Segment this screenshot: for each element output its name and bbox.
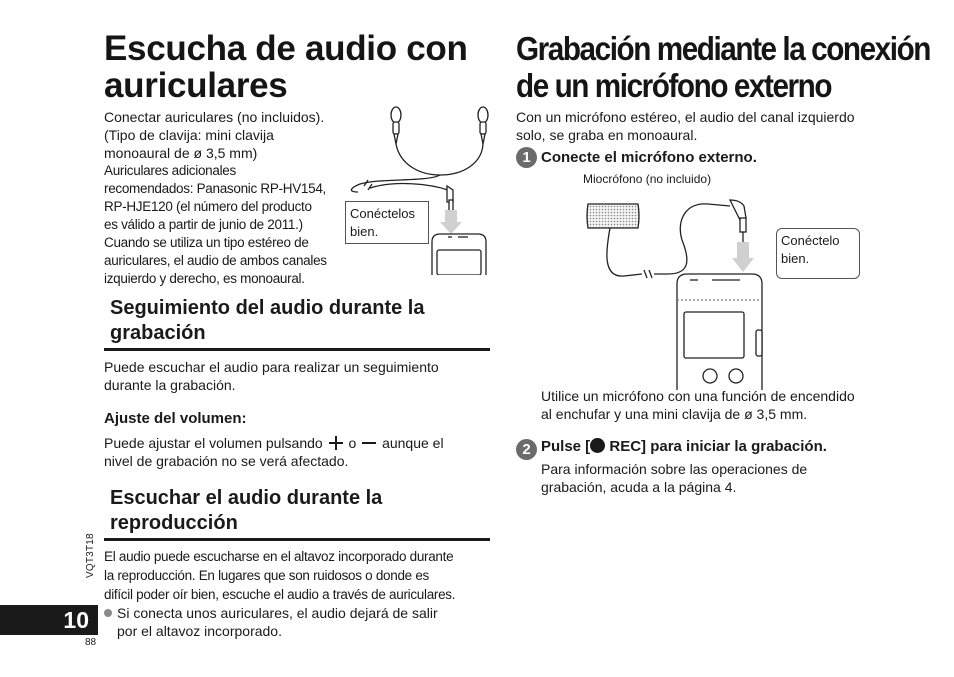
body-text: solo, se graba en monoaural. xyxy=(516,127,698,143)
plus-icon xyxy=(329,436,343,450)
body-text: Para información sobre las operaciones de xyxy=(541,461,808,477)
step-1-badge: 1 xyxy=(516,147,537,168)
callout-line: bien. xyxy=(350,224,379,239)
microphone-illustration xyxy=(580,190,770,390)
volume-text: aunque el xyxy=(382,435,444,451)
body-text: al enchufar y una mini clavija de ø 3,5 mm. xyxy=(541,406,808,422)
volume-text: o xyxy=(348,435,357,451)
intro-line: recomendados: Panasonic RP-HV154, xyxy=(104,181,326,196)
bullet-text: por el altavoz incorporado. xyxy=(117,623,282,639)
step-2-label xyxy=(541,438,827,456)
volume-text: Puede ajustar el volumen pulsando xyxy=(104,435,323,451)
body-text: durante la grabación. xyxy=(104,377,236,393)
connect-callout xyxy=(345,201,429,244)
section-heading-playback: Escuchar el audio durante la xyxy=(110,487,383,509)
body-text: la reproducción. En lugares que son ruidosos o donde es xyxy=(104,568,429,583)
bullet-dot xyxy=(104,609,112,617)
intro-line: Auriculares adicionales xyxy=(104,163,236,178)
intro-line: es válido a partir de junio de 2011.) xyxy=(104,217,303,232)
volume-line xyxy=(104,434,444,452)
intro-line: RP-HJE120 (el número del producto xyxy=(104,199,312,214)
intro-line: (Tipo de clavija: mini clavija xyxy=(104,127,274,143)
section-heading-playback-2: reproducción xyxy=(110,512,238,534)
body-text: nivel de grabación no se verá afectado. xyxy=(104,453,349,469)
body-text: grabación, acuda a la página 4. xyxy=(541,479,737,495)
right-title-line1: Grabación mediante la conexión xyxy=(516,30,930,67)
intro-line: auriculares, el audio de ambos canales xyxy=(104,253,327,268)
intro-line: Conectar auriculares (no incluidos). xyxy=(104,109,325,125)
section-divider xyxy=(104,348,490,351)
body-text: Utilice un micrófono con una función de encendido xyxy=(541,388,855,404)
record-dot-icon xyxy=(590,438,605,453)
page-number: 10 xyxy=(0,605,98,635)
section-divider xyxy=(104,538,490,541)
minus-icon xyxy=(362,436,376,450)
right-title-line2: de un micrófono externo xyxy=(516,67,832,104)
connect-callout xyxy=(776,228,860,279)
step-2-text: Pulse [ xyxy=(541,438,591,455)
step-1-label: Conecte el micrófono externo. xyxy=(541,149,757,166)
left-title-line2: auriculares xyxy=(104,66,288,105)
intro-line: Cuando se utiliza un tipo estéreo de xyxy=(104,235,309,250)
page-sub-number: 88 xyxy=(85,637,97,648)
doc-code: VQT3T18 xyxy=(85,533,96,578)
section-heading-monitoring-2: grabación xyxy=(110,322,206,344)
intro-line: monoaural de ø 3,5 mm) xyxy=(104,145,258,161)
left-title-line1: Escucha de audio con xyxy=(104,29,468,68)
callout-line: Conéctelos xyxy=(350,206,416,221)
mic-caption: Miocrófono (no incluido) xyxy=(583,172,712,186)
sub-heading-volume: Ajuste del volumen: xyxy=(104,410,247,427)
bullet-text: Si conecta unos auriculares, el audio dejará de salir xyxy=(117,605,438,621)
callout-line: Conéctelo xyxy=(781,233,840,248)
body-text: Con un micrófono estéreo, el audio del canal izquierdo xyxy=(516,109,855,125)
step-2-text: REC] para iniciar la grabación. xyxy=(605,438,827,455)
intro-line: izquierdo y derecho, es monoaural. xyxy=(104,271,305,286)
section-heading-monitoring: Seguimiento del audio durante la xyxy=(110,297,425,319)
step-2-badge: 2 xyxy=(516,439,537,460)
callout-line: bien. xyxy=(781,251,810,266)
body-text: difícil poder oír bien, escuche el audio a través de auriculares. xyxy=(104,587,456,602)
earphones-illustration xyxy=(340,100,495,275)
body-text: El audio puede escucharse en el altavoz incorporado durante xyxy=(104,549,454,564)
body-text: Puede escuchar el audio para realizar un seguimiento xyxy=(104,359,439,375)
